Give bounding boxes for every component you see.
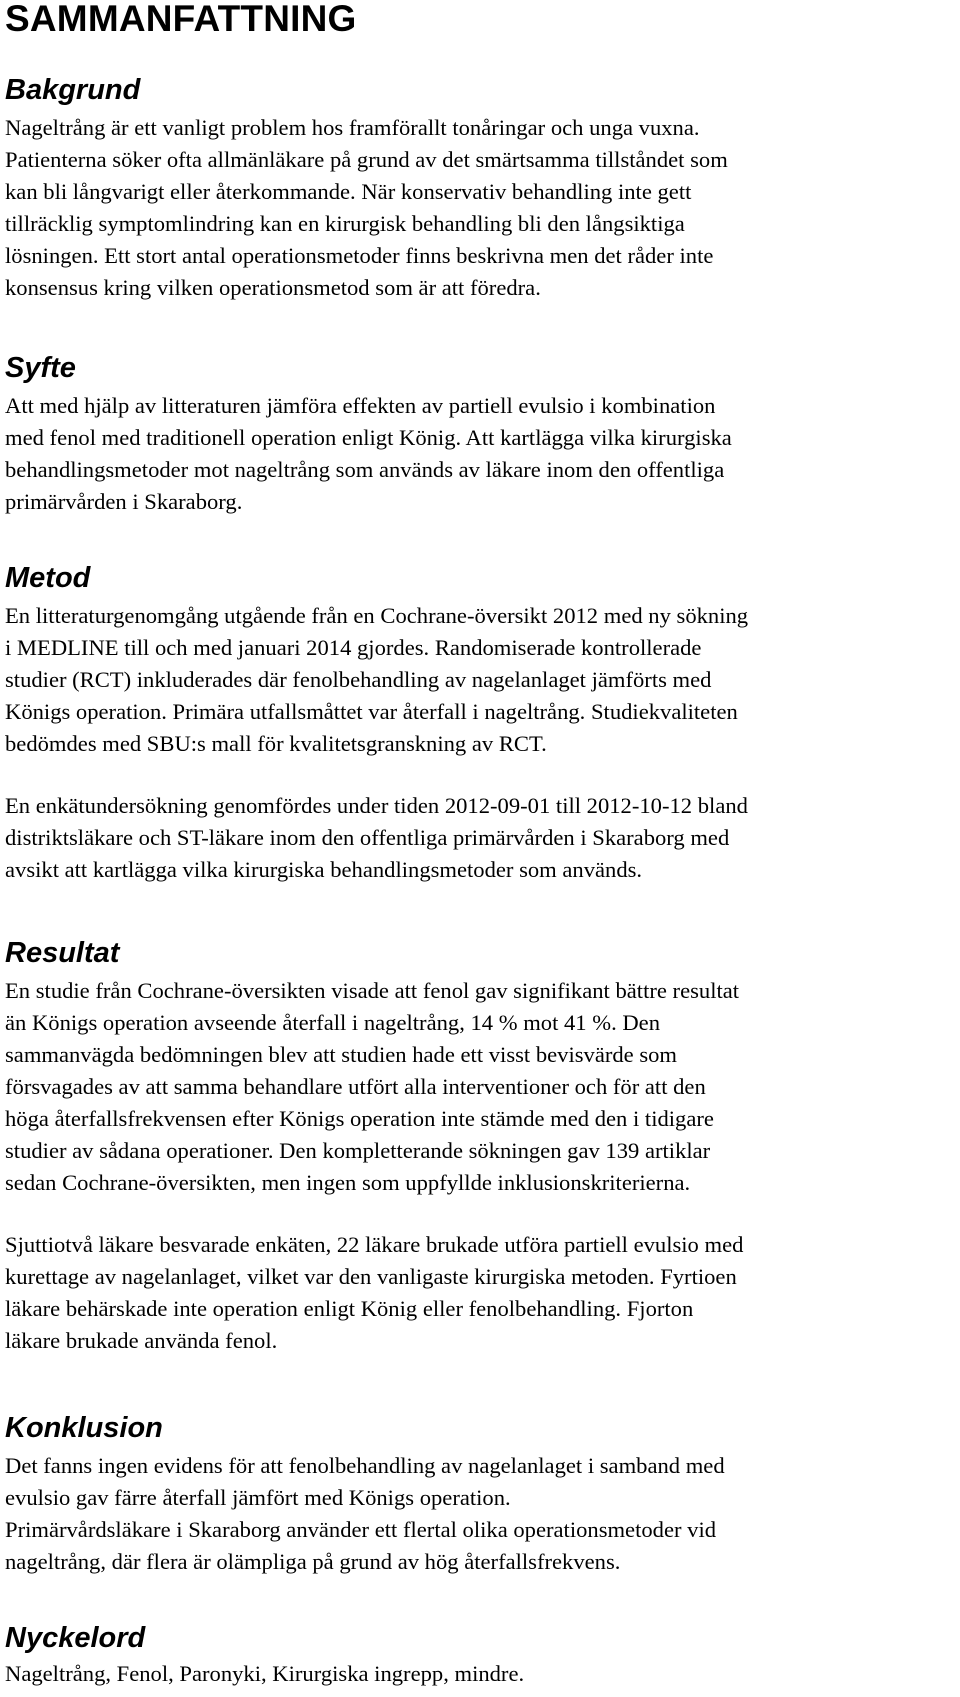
section-syfte [5,350,935,518]
paragraph-bakgrund: Nageltrång är ett vanligt problem hos framförallt tonåringar och unga vuxna. Patienterna söker ofta allmänläkare på grund av det smärtsamma tillståndet som kan bli långvarigt eller återkommande. När konservativ behandling inte gett tillräcklig symptomlindring kan en kirurgisk behandling bli den långsiktiga lösningen. Ett stort antal operationsmetoder finns beskrivna men det råder inte konsensus kring vilken operationsmetod som är att föredra. [5,115,728,300]
paragraph-metod-survey: En enkätundersökning genomfördes under tiden 2012-09-01 till 2012-10-12 bland distriktsläkare och ST-läkare inom den offentliga primärvården i Skaraborg med avsikt att kartlägga vilka kirurgiska behandlingsmetoder som används. [5,793,748,882]
section-heading-konklusion: Konklusion [5,1412,163,1444]
paragraph-resultat-survey: Sjuttiotvå läkare besvarade enkäten, 22 läkare brukade utföra partiell evulsio med kurettage av nagelanlaget, vilket var den vanligaste kirurgiska metoden. Fyrtioen läkare behärskade inte operation enligt König eller fenolbehandling. Fjorton läkare brukade använda fenol. [5,1232,744,1353]
section-metod [5,560,935,886]
paragraph-syfte: Att med hjälp av litteraturen jämföra effekten av partiell evulsio i kombination med fenol med traditionell operation enligt König. Att kartlägga vilka kirurgiska behandlingsmetoder mot nageltrång som används av läkare inom den offentliga primärvården i Skaraborg. [5,393,732,514]
section-bakgrund [5,72,935,304]
section-konklusion [5,1410,935,1578]
paragraph-spacer [5,1199,935,1229]
paragraph-nyckelord: Nageltrång, Fenol, Paronyki, Kirurgiska ingrepp, mindre. [5,1661,525,1686]
section-heading-syfte: Syfte [5,352,76,384]
page-title: SAMMANFATTNING [5,0,357,39]
section-nyckelord [5,1620,935,1690]
section-heading-resultat: Resultat [5,937,120,969]
section-heading-bakgrund: Bakgrund [5,74,141,106]
section-heading-metod: Metod [5,562,91,594]
section-heading-nyckelord: Nyckelord [5,1622,146,1654]
paragraph-konklusion: Det fanns ingen evidens för att fenolbehandling av nagelanlaget i samband med evulsio gav färre återfall jämfört med Königs operation. Primärvårdsläkare i Skaraborg använder ett flertal olika operationsmetoder vid nageltrång, där flera är olämpliga på grund av hög återfallsfrekvens. [5,1453,725,1574]
paragraph-metod-literature: En litteraturgenomgång utgående från en Cochrane-översikt 2012 med ny sökning i MEDLINE till och med januari 2014 gjordes. Randomiserade kontrollerade studier (RCT) inkluderades där fenolbehandling av nagelanlaget jämförts med Königs operation. Primära utfallsmåttet var återfall i nageltrång. Studiekvaliteten bedömdes med SBU:s mall för kvalitetsgranskning av RCT. [5,603,749,756]
paragraph-spacer [5,760,935,790]
paragraph-resultat-study: En studie från Cochrane-översikten visade att fenol gav signifikant bättre resultat än Königs operation avseende återfall i nageltrång, 14 % mot 41 %. Den sammanvägda bedömningen blev att studien hade ett visst bevisvärde som försvagades av att samma behandlare utfört alla interventioner och för att den höga återfallsfrekvensen efter Königs operation inte stämde med den i tidigare studier av sådana operationer. Den kompletterande sökningen gav 139 artiklar sedan Cochrane-översikten, men ingen som uppfyllde inklusionskriterierna. [5,978,740,1195]
section-resultat [5,935,935,1357]
